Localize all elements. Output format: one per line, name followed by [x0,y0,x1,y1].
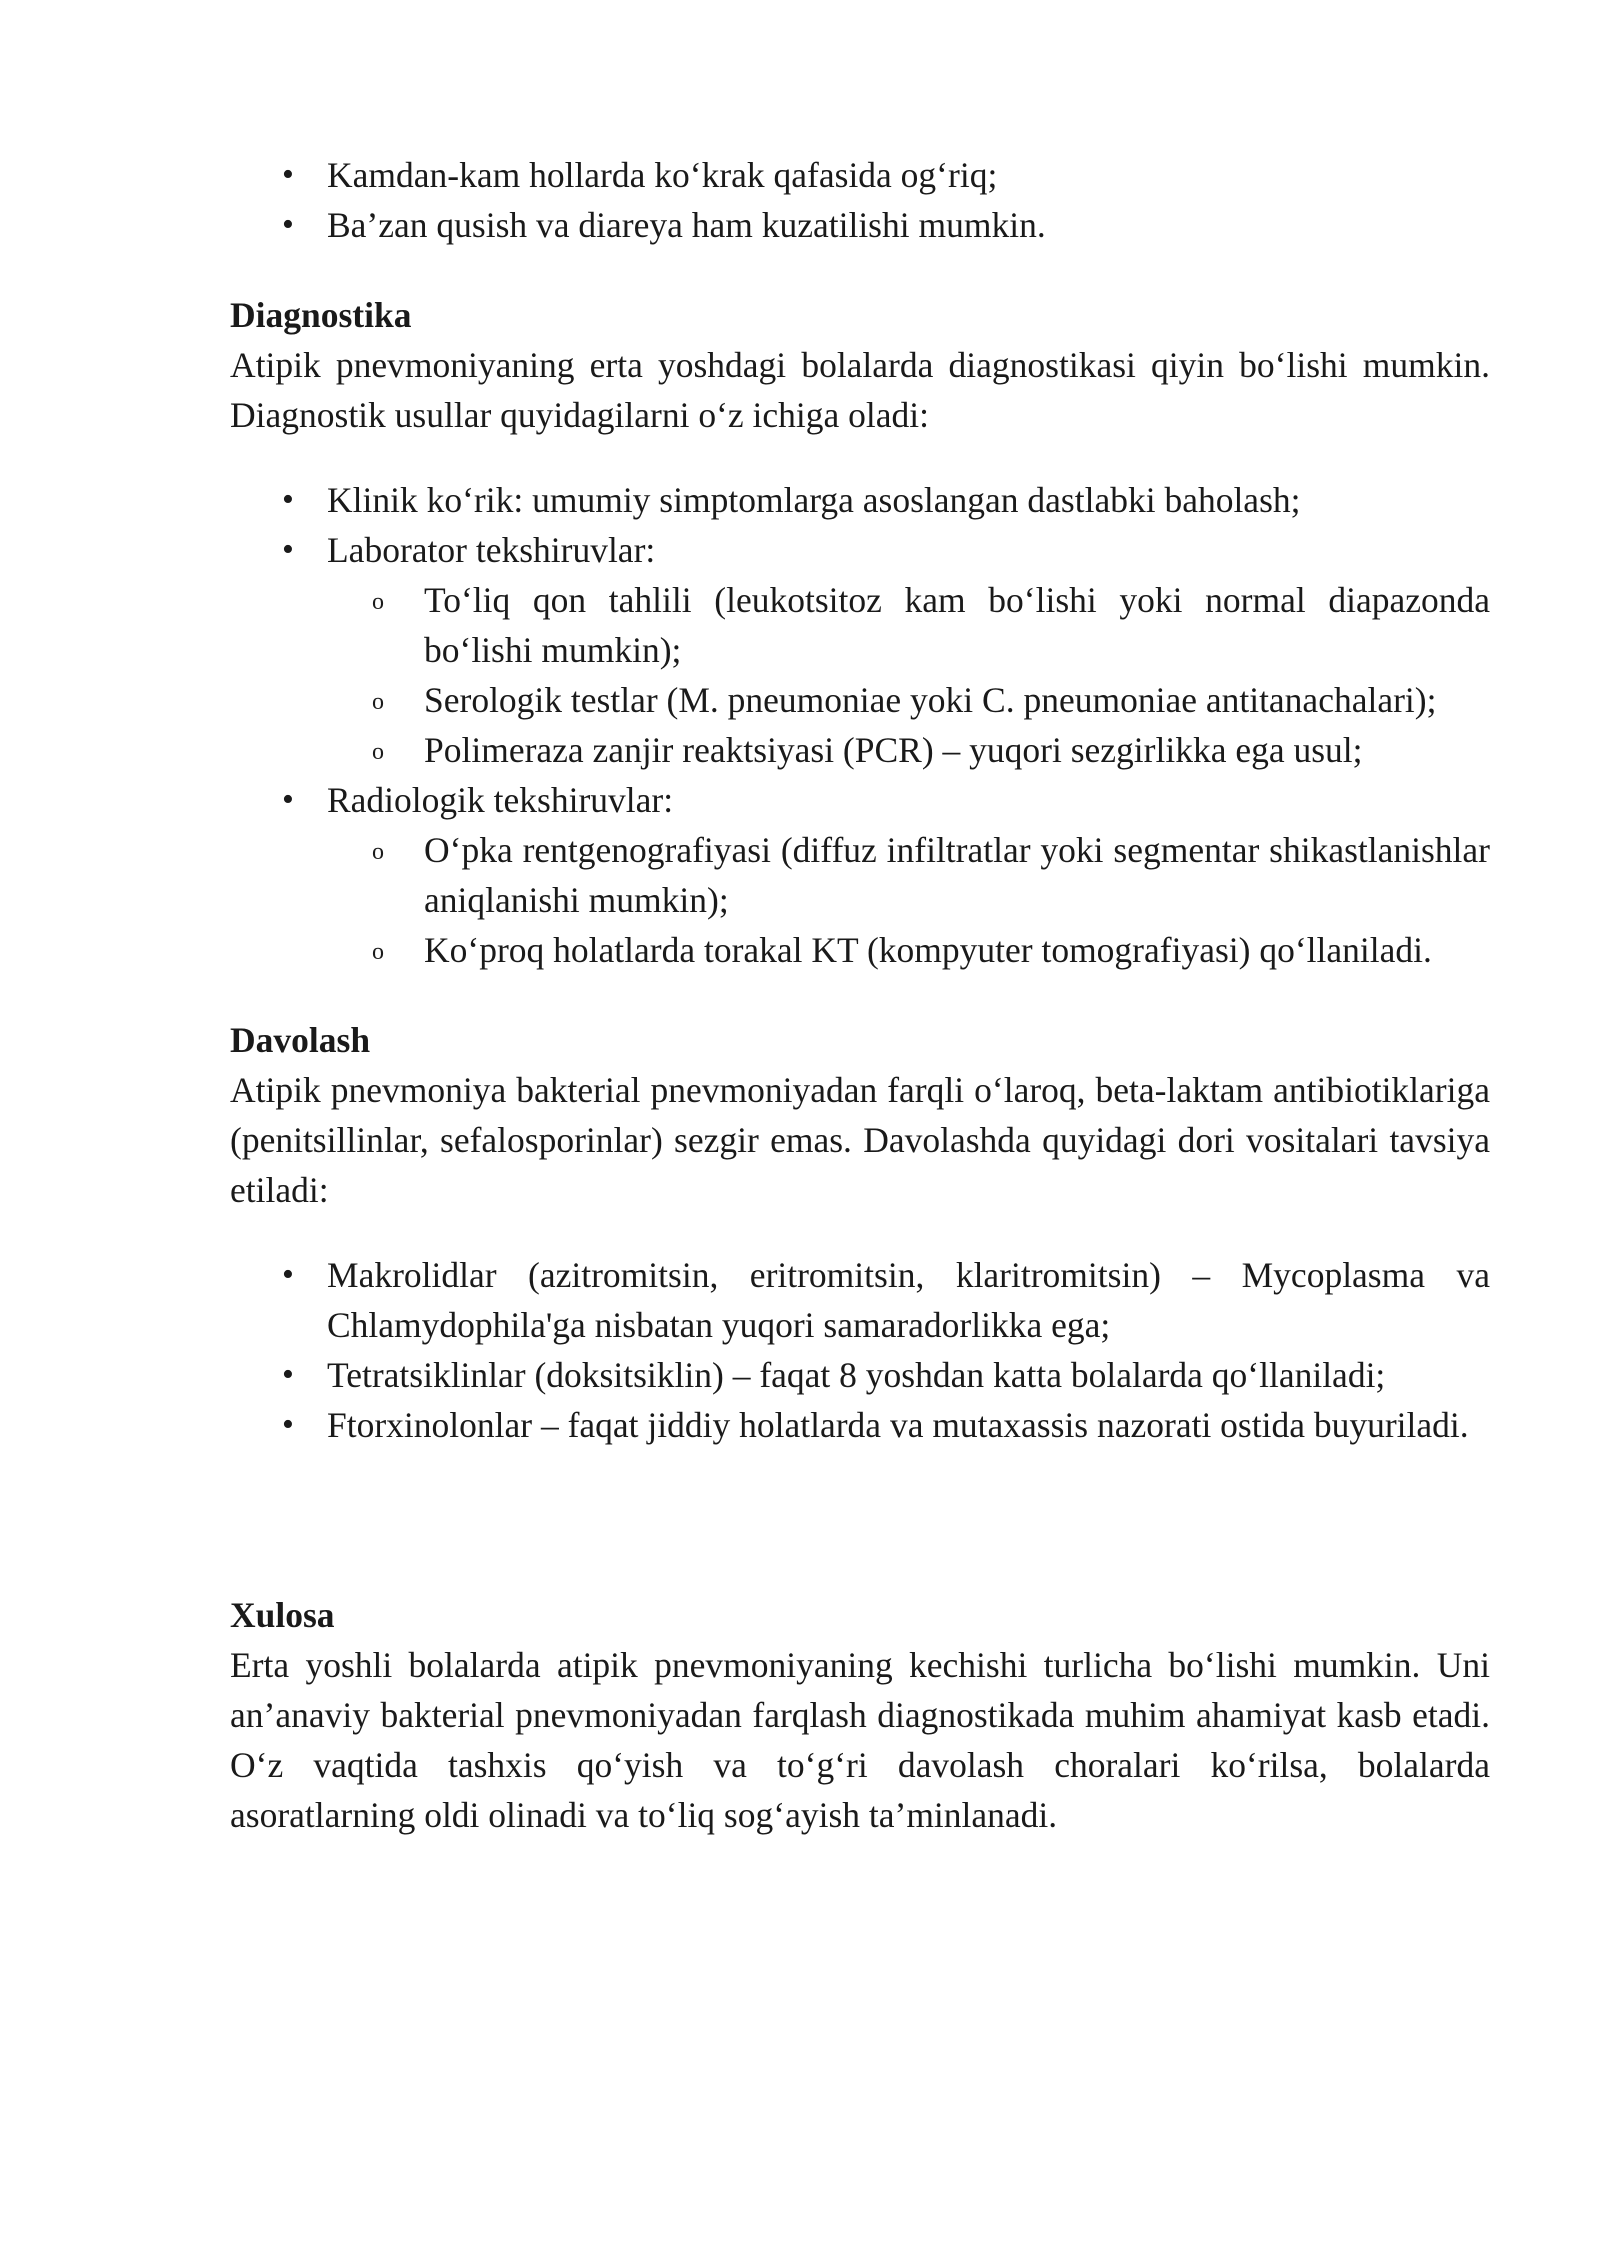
sub-bullet-icon: o [372,839,384,865]
list-item [230,475,1490,525]
list-item [230,1400,1490,1450]
sub-list-item-text: O‘pka rentgenografiyasi (diffuz infiltratlar yoki segmentar shikastlanishlar aniqlanishi mumkin); [424,830,1490,920]
list-item-text: Makrolidlar (azitromitsin, eritromitsin, klaritromitsin) – Mycoplasma va Chlamydophila'ga nisbatan yuqori samaradorlikka ega; [327,1255,1490,1345]
section-heading-davolash: Davolash [230,1020,371,1060]
bullet-icon: • [282,1406,294,1443]
section-paragraph-xulosa: Erta yoshli bolalarda atipik pnevmoniyaning kechishi turlicha bo‘lishi mumkin. Uni an’anaviy bakterial pnevmoniyadan farqlash diagnostikada muhim ahamiyat kasb etadi. O‘z vaqtida tashxis qo‘yish va to‘g‘ri davolash choralari ko‘rilsa, bolalarda asoratlarning oldi olinadi va to‘liq sog‘ayish ta’minlanadi. [230,1645,1490,1835]
sub-list [327,825,1490,975]
bullet-icon: • [282,531,294,568]
sub-bullet-icon: o [372,689,384,715]
bullet-icon: • [282,156,294,193]
bullet-icon: • [282,1356,294,1393]
sub-bullet-icon: o [372,739,384,765]
sub-list-item [372,725,1490,775]
sub-list-item-text: Polimeraza zanjir reaktsiyasi (PCR) – yuqori sezgirlikka ega usul; [424,730,1363,770]
bullet-icon: • [282,481,294,518]
list-item [230,525,1490,775]
diagnostika-list [230,475,1490,975]
sub-list-item-text: To‘liq qon tahlili (leukotsitoz kam bo‘lishi yoki normal diapazonda bo‘lishi mumkin); [424,580,1490,670]
list-item-text: Radiologik tekshiruvlar: [327,780,674,820]
list-item-text: Kamdan-kam hollarda ko‘krak qafasida og‘riq; [327,155,998,195]
sub-list-item-text: Ko‘proq holatlarda torakal KT (kompyuter tomografiyasi) qo‘llaniladi. [424,930,1432,970]
sub-bullet-icon: o [372,939,384,965]
list-item-text: Klinik ko‘rik: umumiy simptomlarga asoslangan dastlabki baholash; [327,480,1301,520]
sub-list-item [372,925,1490,975]
section-paragraph-diagnostika: Atipik pnevmoniyaning erta yoshdagi bolalarda diagnostikasi qiyin bo‘lishi mumkin. Diagnostik usullar quyidagilarni o‘z ichiga oladi: [230,345,1490,435]
list-item-text: Laborator tekshiruvlar: [327,530,656,570]
sub-list-item [372,825,1490,925]
davolash-list [230,1250,1490,1450]
document-page [230,150,1490,1840]
section-heading-diagnostika: Diagnostika [230,295,412,335]
section-paragraph-davolash: Atipik pnevmoniya bakterial pnevmoniyadan farqli o‘laroq, beta-laktam antibiotiklariga (penitsillinlar, sefalosporinlar) sezgir emas. Davolashda quyidagi dori vositalari tavsiya etiladi: [230,1070,1490,1210]
list-item-text: Ftorxinolonlar – faqat jiddiy holatlarda va mutaxassis nazorati ostida buyuriladi. [327,1405,1469,1445]
sub-list [327,575,1490,775]
sub-bullet-icon: o [372,589,384,615]
list-item [230,775,1490,975]
list-item [230,200,1490,250]
list-item [230,1250,1490,1350]
intro-list [230,150,1490,250]
sub-list-item [372,575,1490,675]
section-heading-xulosa: Xulosa [230,1595,335,1635]
list-item-text: Tetratsiklinlar (doksitsiklin) – faqat 8 yoshdan katta bolalarda qo‘llaniladi; [327,1355,1386,1395]
list-item-text: Ba’zan qusish va diareya ham kuzatilishi mumkin. [327,205,1046,245]
sub-list-item-text: Serologik testlar (M. pneumoniae yoki C. pneumoniae antitanachalari); [424,680,1437,720]
list-item [230,1350,1490,1400]
bullet-icon: • [282,781,294,818]
bullet-icon: • [282,206,294,243]
list-item [230,150,1490,200]
sub-list-item [372,675,1490,725]
bullet-icon: • [282,1256,294,1293]
